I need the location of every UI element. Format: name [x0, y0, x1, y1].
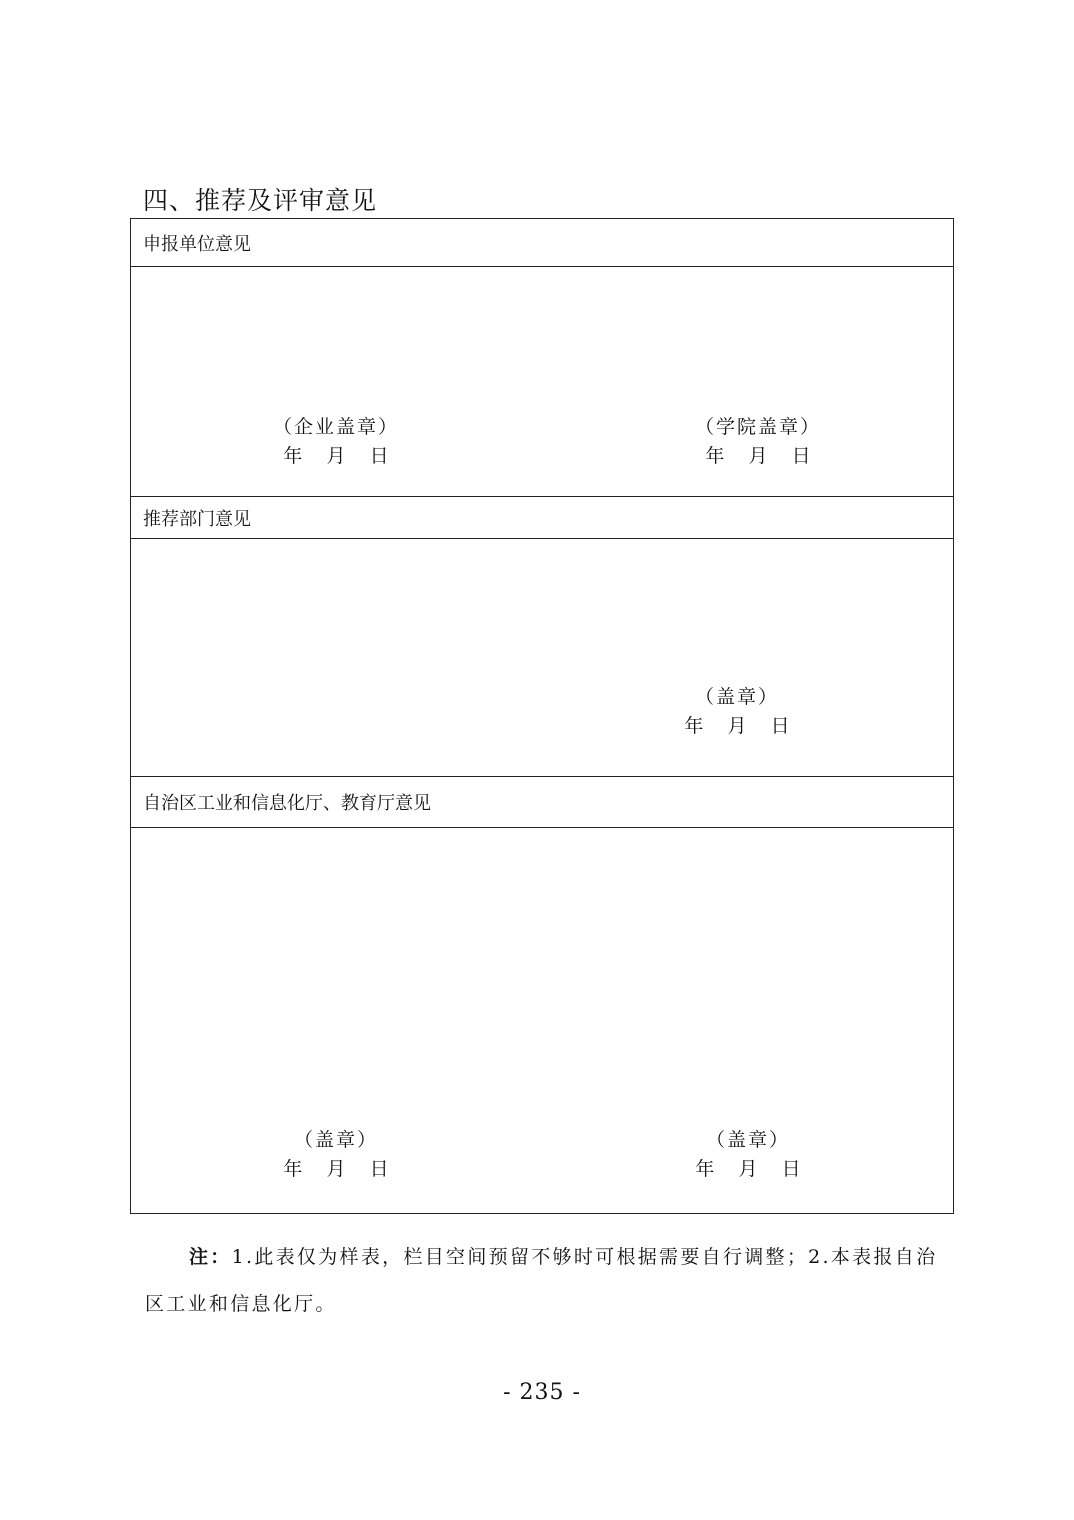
- college-seal-label: （学院盖章）: [694, 416, 821, 438]
- region-opinion-header: [131, 777, 953, 828]
- region-opinion-label: 自治区工业和信息化厅、教育厅意见: [143, 793, 431, 814]
- region-left-seal-block: [251, 1126, 421, 1184]
- review-opinions-table: [130, 218, 954, 1214]
- recommender-seal-date: 年 月 日: [684, 715, 790, 737]
- footnote-line-1: [145, 1234, 945, 1281]
- applicant-opinion-field[interactable]: [131, 267, 953, 497]
- page-number: - 235 -: [503, 1380, 581, 1405]
- footnote-line-2: 区工业和信息化厅。: [145, 1293, 337, 1315]
- enterprise-seal-block: [251, 413, 421, 471]
- footnote: [145, 1234, 945, 1328]
- recommender-seal-block: [652, 683, 822, 741]
- college-seal-date: 年 月 日: [705, 445, 811, 467]
- region-right-seal-block: [663, 1126, 833, 1184]
- footnote-text-1: 1.此表仅为样表，栏目空间预留不够时可根据需要自行调整；2.本表报自治: [231, 1246, 938, 1268]
- applicant-opinion-header: [131, 219, 953, 267]
- footnote-label: 注：: [189, 1246, 232, 1268]
- recommender-opinion-header: [131, 497, 953, 539]
- enterprise-seal-label: （企业盖章）: [272, 416, 399, 438]
- applicant-opinion-label: 申报单位意见: [143, 233, 251, 255]
- college-seal-block: [673, 413, 843, 471]
- recommender-opinion-field[interactable]: [131, 539, 953, 777]
- region-opinion-field[interactable]: [131, 828, 953, 1213]
- enterprise-seal-date: 年 月 日: [283, 445, 389, 467]
- recommender-seal-label: （盖章）: [694, 686, 779, 708]
- section-title: 四、推荐及评审意见: [143, 186, 378, 215]
- region-left-seal-label: （盖章）: [293, 1129, 378, 1151]
- recommender-opinion-label: 推荐部门意见: [143, 508, 251, 530]
- region-right-seal-date: 年 月 日: [695, 1158, 801, 1180]
- region-left-seal-date: 年 月 日: [283, 1158, 389, 1180]
- region-right-seal-label: （盖章）: [705, 1129, 790, 1151]
